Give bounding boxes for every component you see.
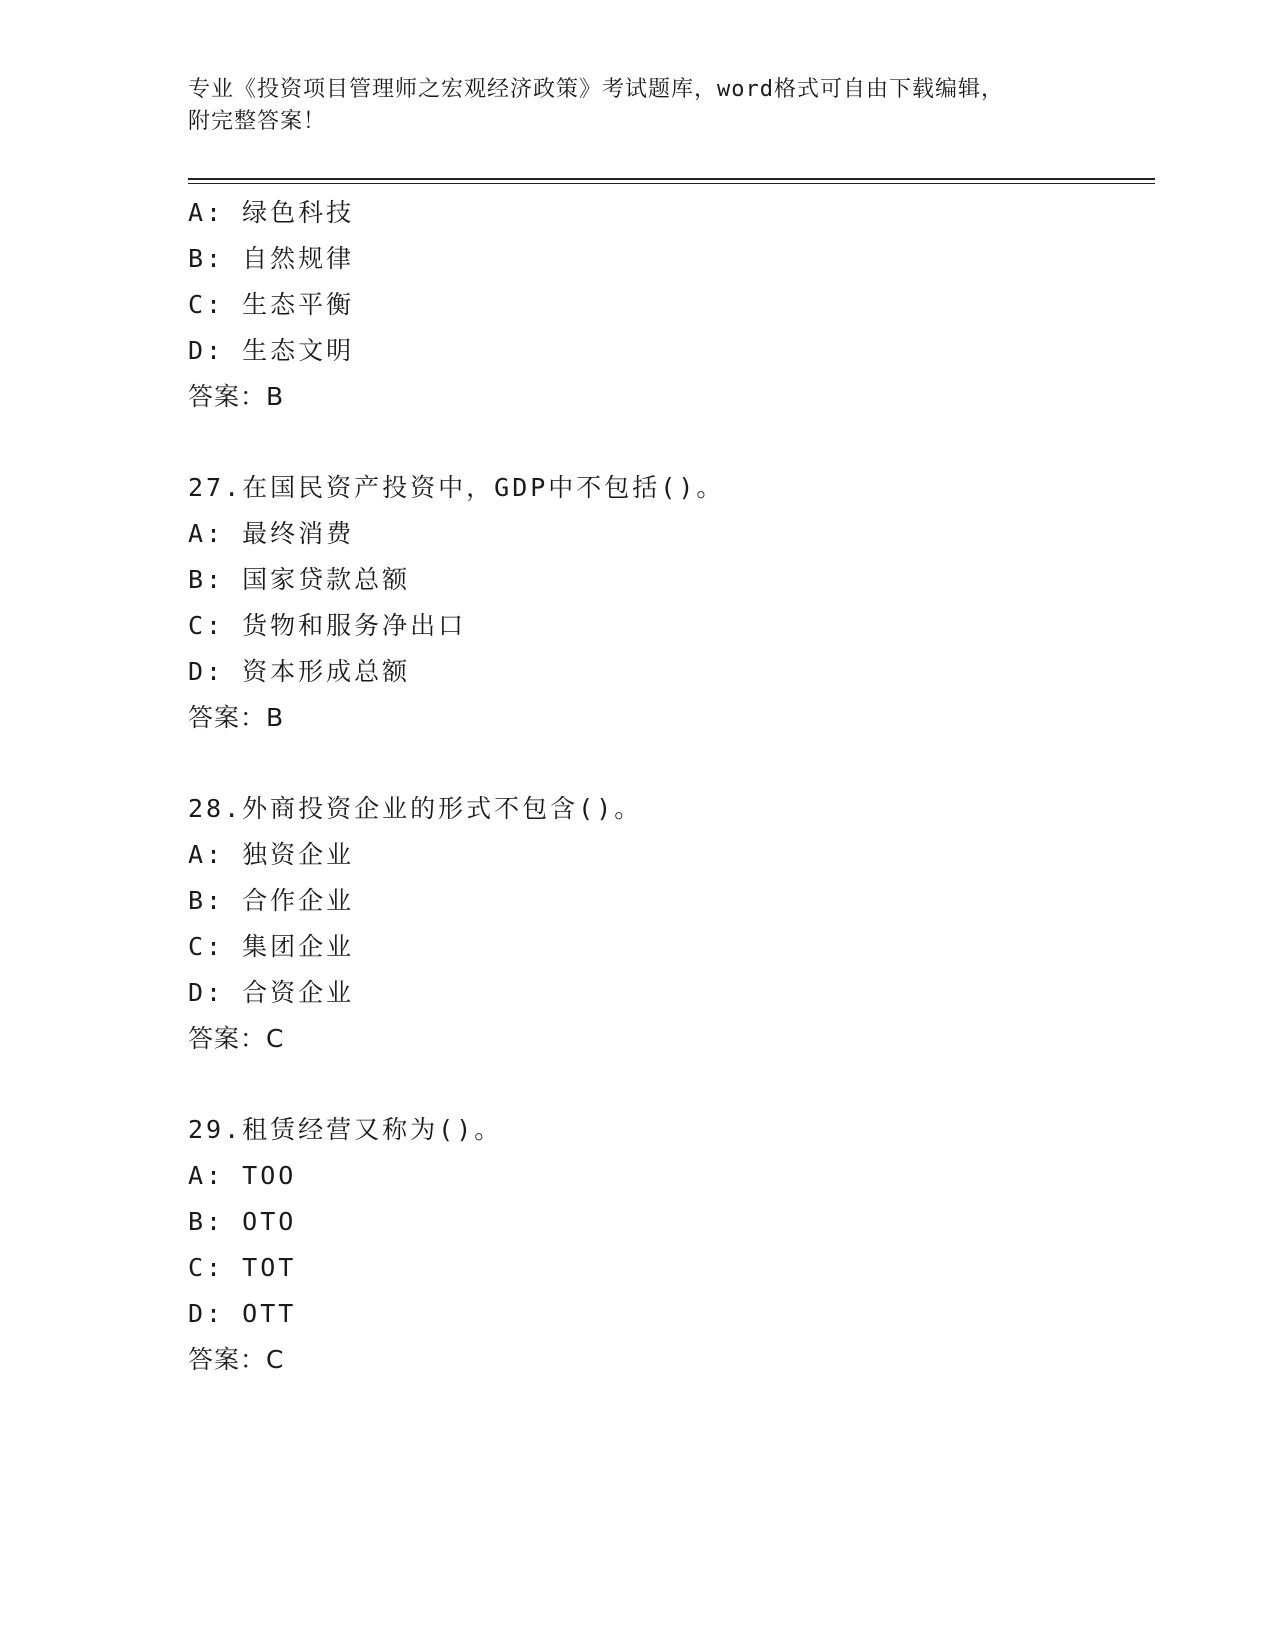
option-d: D: 合资企业 xyxy=(188,978,355,1007)
answer-line: 答案：C xyxy=(188,1024,285,1053)
option-a: A: 最终消费 xyxy=(188,519,355,548)
option-d: D: 资本形成总额 xyxy=(188,657,411,686)
option-c: C: 集团企业 xyxy=(188,932,355,961)
question-block-26 xyxy=(188,190,1148,420)
header-divider-thick xyxy=(188,178,1155,180)
question-block-29 xyxy=(188,1107,1148,1383)
header-line-1: 专业《投资项目管理师之宏观经济政策》考试题库，word格式可自由下载编辑， xyxy=(188,77,1004,102)
option-a: A: 绿色科技 xyxy=(188,198,355,227)
header-line-2: 附完整答案！ xyxy=(188,109,327,134)
option-a: A: 独资企业 xyxy=(188,840,355,869)
option-c: C: TOT xyxy=(188,1253,297,1282)
header-divider-thin xyxy=(188,183,1155,184)
question-block-27 xyxy=(188,465,1148,741)
option-b: B: 国家贷款总额 xyxy=(188,565,411,594)
option-c: C: 生态平衡 xyxy=(188,290,355,319)
option-c: C: 货物和服务净出口 xyxy=(188,611,467,640)
answer-line: 答案：C xyxy=(188,1345,285,1374)
document-header xyxy=(188,74,1088,138)
question-text: 28.外商投资企业的形式不包含()。 xyxy=(188,794,643,823)
option-b: B: OTO xyxy=(188,1207,297,1236)
answer-line: 答案：B xyxy=(188,703,285,732)
question-block-28 xyxy=(188,786,1148,1062)
question-text: 29.租赁经营又称为()。 xyxy=(188,1115,503,1144)
question-list xyxy=(188,190,1148,1383)
option-b: B: 合作企业 xyxy=(188,886,355,915)
option-d: D: OTT xyxy=(188,1299,297,1328)
answer-line: 答案：B xyxy=(188,382,285,411)
option-d: D: 生态文明 xyxy=(188,336,355,365)
option-a: A: TOO xyxy=(188,1161,297,1190)
question-text: 27.在国民资产投资中，GDP中不包括()。 xyxy=(188,473,725,502)
option-b: B: 自然规律 xyxy=(188,244,355,273)
